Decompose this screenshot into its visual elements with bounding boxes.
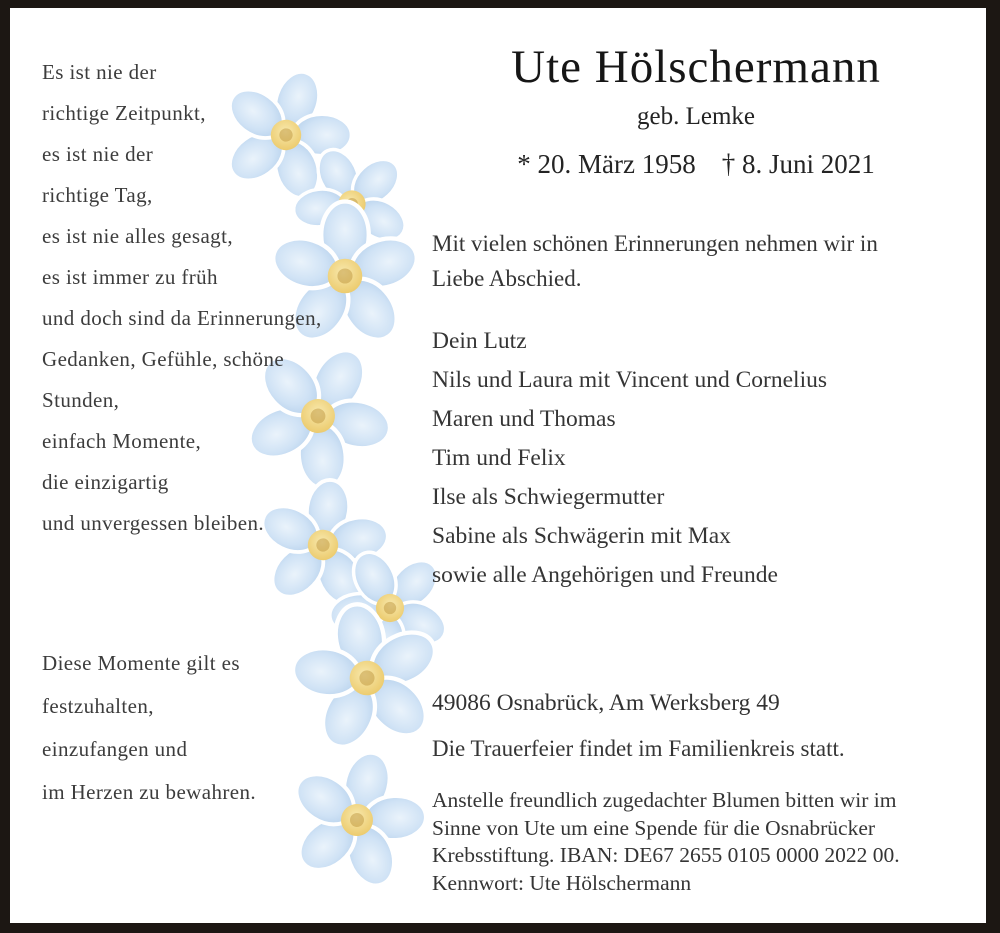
mourner-line: Nils und Laura mit Vincent und Cornelius — [432, 367, 827, 393]
farewell-text — [432, 226, 972, 296]
mourner-line: Maren und Thomas — [432, 406, 616, 432]
farewell-line: Mit vielen schönen Erinnerungen nehmen wir in — [432, 231, 878, 256]
donation-line: Kennwort: Ute Hölschermann — [432, 870, 692, 895]
service-note: Die Trauerfeier findet im Familienkreis statt. — [432, 736, 845, 761]
mourner-line: Sabine als Schwägerin mit Max — [432, 523, 731, 549]
poem-line: und unvergessen bleiben. — [42, 511, 265, 535]
poem-line: es ist nie alles gesagt, — [42, 224, 233, 248]
mourner-line: Dein Lutz — [432, 328, 527, 354]
mourner-line: Ilse als Schwiegermutter — [432, 484, 665, 510]
birth-date: * 20. März 1958 — [517, 149, 696, 179]
poem-line: und doch sind da Erinnerungen, — [42, 306, 322, 330]
donation-line: Sinne von Ute um eine Spende für die Osnabrücker — [432, 815, 876, 840]
poem — [42, 52, 402, 544]
donation-line: Anstelle freundlich zugedachter Blumen bitten wir im — [432, 788, 897, 812]
deceased-name: Ute Hölschermann — [511, 41, 881, 93]
poem-line: einzufangen und — [42, 737, 188, 761]
poem-line: es ist nie der — [42, 142, 154, 166]
poem-line: festzuhalten, — [42, 694, 154, 718]
poem-line: Es ist nie der — [42, 60, 157, 84]
poem-line: die einzigartig — [42, 470, 169, 494]
poem-closing — [42, 642, 402, 814]
notice-header — [422, 38, 970, 182]
poem-line: Diese Momente gilt es — [42, 651, 240, 675]
mourner-line: sowie alle Angehörigen und Freunde — [432, 562, 778, 588]
maiden-name: geb. Lemke — [636, 103, 755, 130]
life-dates — [422, 146, 970, 182]
poem-line: im Herzen zu bewahren. — [42, 780, 257, 804]
donation-note — [432, 787, 972, 897]
poem-line: richtige Zeitpunkt, — [42, 101, 206, 125]
mourners-list — [432, 322, 972, 595]
poem-line: einfach Momente, — [42, 429, 202, 453]
mourner-line: Tim und Felix — [432, 445, 566, 471]
obituary-page — [10, 8, 986, 923]
farewell-line: Liebe Abschied. — [432, 266, 582, 291]
donation-line: Krebsstiftung. IBAN: DE67 2655 0105 0000 2022 00. — [432, 843, 900, 867]
poem-line: es ist immer zu früh — [42, 265, 218, 289]
poem-line: Gedanken, Gefühle, schöne — [42, 347, 285, 371]
poem-line: Stunden, — [42, 388, 120, 412]
address-line: 49086 Osnabrück, Am Werksberg 49 — [432, 690, 780, 716]
death-date: † 8. Juni 2021 — [721, 149, 875, 179]
poem-line: richtige Tag, — [42, 183, 153, 207]
